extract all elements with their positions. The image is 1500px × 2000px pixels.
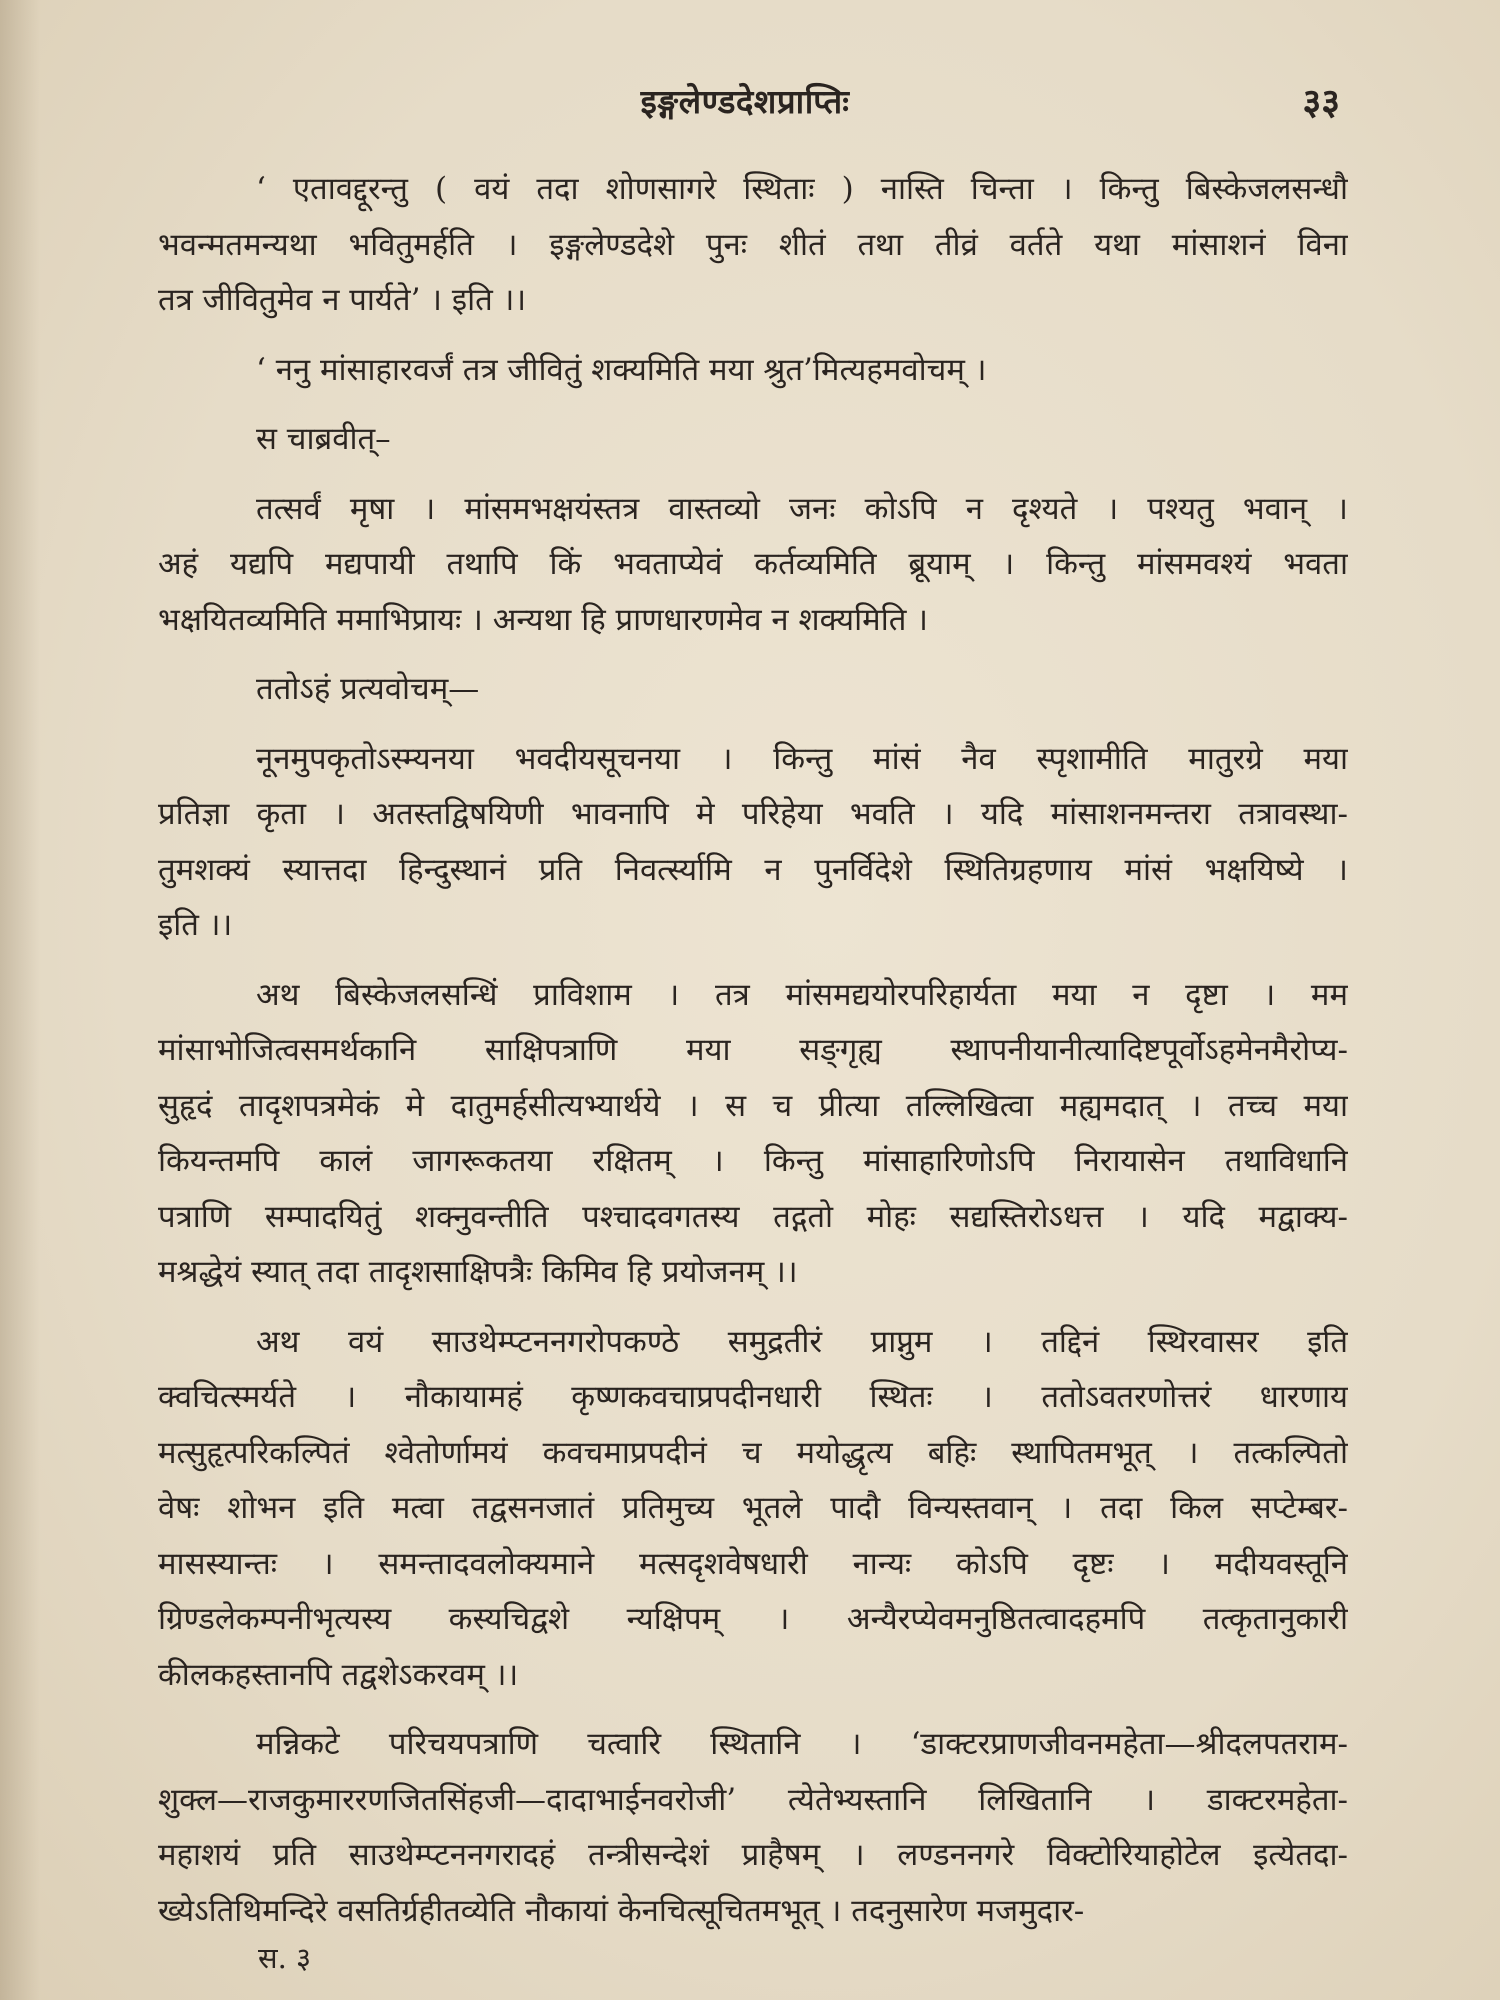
- text-line: ततोऽहं प्रत्यवोचम्—: [256, 671, 480, 707]
- paragraph-gap: [158, 1703, 1348, 1717]
- text-line: ‘ एतावद्दूरन्तु ( वयं तदा शोणसागरे स्थिताः ) नास्ति चिन्ता । किन्तु बिस्केजलसन्धौ: [256, 171, 1348, 207]
- body-text: [158, 162, 1348, 1939]
- text-line: महाशयं प्रति साउथेम्प्टननगरादहं तन्त्रीसन्देशं प्राहैषम् । लण्डननगरे विक्टोरियाहोटेल इत्येतदा-: [158, 1837, 1348, 1873]
- text-line: ख्येऽतिथिमन्दिरे वसतिर्ग्रहीतव्येति नौकायां केनचित्सूचितमभूत् । तदनुसारेण मजमुदार-: [158, 1892, 1085, 1929]
- text-line: प्रतिज्ञा कृता । अतस्तद्विषयिणी भावनापि मे परिहेया भवति । यदि मांसाशनमन्तरा तत्रावस्था-: [158, 796, 1348, 832]
- text-line: नूनमुपकृतोऽस्म्यनया भवदीयसूचनया । किन्तु मांसं नैव स्पृशामीति मातुरग्रे मया: [256, 740, 1348, 777]
- paragraph: [158, 732, 1348, 954]
- paragraph-gap: [158, 1301, 1348, 1315]
- text-line: भक्षयितव्यमिति ममाभिप्रायः । अन्यथा हि प्राणधारणमेव न शक्यमिति ।: [158, 601, 929, 638]
- text-line: अथ बिस्केजलसन्धिं प्राविशाम । तत्र मांसमद्ययोरपरिहार्यता मया न दृष्टा । मम: [256, 976, 1348, 1013]
- page-number: ३३: [1302, 81, 1340, 123]
- paragraph-gap: [158, 718, 1348, 732]
- text-line: कीलकहस्तानपि तद्वशेऽकरवम् ।।: [158, 1656, 519, 1693]
- page-header: [150, 78, 1340, 128]
- paragraph: [158, 412, 1348, 468]
- paragraph-gap: [158, 954, 1348, 968]
- paragraph: [158, 1315, 1348, 1704]
- paragraph: [158, 968, 1348, 1301]
- paragraph: [158, 162, 1348, 329]
- text-line: मन्निकटे परिचयपत्राणि चत्वारि स्थितानि । ‘डाक्टरप्राणजीवनमहेता—श्रीदलपतराम-: [256, 1726, 1348, 1762]
- paragraph: [158, 1717, 1348, 1939]
- text-line: इति ।।: [158, 907, 233, 943]
- text-line: ‘ ननु मांसाहारवर्जं तत्र जीवितुं शक्यमिति मया श्रुत’मित्यहमवोचम् ।: [256, 351, 987, 388]
- text-line: भवन्मतमन्यथा भवितुमर्हति । इङ्गलेण्डदेशे पुनः शीतं तथा तीव्रं वर्तते यथा मांसाशनं विना: [158, 226, 1348, 263]
- text-line: पत्राणि सम्पादयितुं शक्नुवन्तीति पश्चादवगतस्य तद्गतो मोहः सद्यस्तिरोऽधत्त । यदि मद्वाक्य-: [158, 1198, 1348, 1235]
- text-line: अहं यद्यपि मद्यपायी तथापि किं भवताप्येवं कर्तव्यमिति ब्रूयाम् । किन्तु मांसमवश्यं भवता: [158, 546, 1348, 582]
- text-line: क्वचित्स्मर्यते । नौकायामहं कृष्णकवचाप्रपदीनधारी स्थितः । ततोऽवतरणोत्तरं धारणाय: [158, 1379, 1348, 1415]
- text-line: सुहृदं तादृशपत्रमेकं मे दातुमर्हसीत्यभ्यार्थये । स च प्रीत्या तल्लिखित्वा मह्यमदात् । तच्च मया: [158, 1087, 1348, 1124]
- text-line: कियन्तमपि कालं जागरूकतया रक्षितम् । किन्तु मांसाहारिणोऽपि निरायासेन तथाविधानि: [158, 1143, 1348, 1179]
- paragraph-gap: [158, 468, 1348, 482]
- running-title: इङ्गलेण्डदेशप्राप्तिः: [640, 82, 850, 121]
- spine-shadow: [0, 0, 40, 2000]
- paragraph-gap: [158, 648, 1348, 662]
- text-line: अथ वयं साउथेम्प्टननगरोपकण्ठे समुद्रतीरं प्राप्नुम । तद्दिनं स्थिरवासर इति: [256, 1323, 1348, 1360]
- text-line: मश्रद्धेयं स्यात् तदा तादृशसाक्षिपत्रैः किमिव हि प्रयोजनम् ।।: [158, 1254, 798, 1290]
- paragraph: [158, 482, 1348, 649]
- text-line: मासस्यान्तः । समन्तादवलोक्यमाने मत्सदृशवेषधारी नान्यः कोऽपि दृष्टः । मदीयवस्तूनि: [158, 1545, 1348, 1582]
- paragraph: [158, 343, 1348, 399]
- paragraph-gap: [158, 398, 1348, 412]
- text-line: तुमशक्यं स्यात्तदा हिन्दुस्थानं प्रति निवर्त्स्यामि न पुनर्विदेशे स्थितिग्रहणाय मांसं भक्षयिष्ये ।: [158, 851, 1348, 888]
- text-line: शुक्ल—राजकुमाररणजितसिंहजी—दादाभाईनवरोजी’ त्येतेभ्यस्तानि लिखितानि । डाक्टरमहेता-: [158, 1781, 1348, 1818]
- text-line: वेषः शोभन इति मत्वा तद्वसनजातं प्रतिमुच्य भूतले पादौ विन्यस्तवान् । तदा किल सप्टेम्बर-: [158, 1490, 1348, 1526]
- signature-mark: स. ३: [258, 1941, 312, 1975]
- text-line: तत्सर्वं मृषा । मांसमभक्षयंस्तत्र वास्तव्यो जनः कोऽपि न दृश्यते । पश्यतु भवान् ।: [256, 490, 1348, 527]
- text-line: तत्र जीवितुमेव न पार्यते’ । इति ।।: [158, 282, 527, 318]
- text-line: मांसाभोजित्वसमर्थकानि साक्षिपत्राणि मया सङ्गृह्य स्थापनीयानीत्यादिष्टपूर्वोऽहमेनमैरोप्य-: [158, 1032, 1348, 1068]
- text-line: स चाब्रवीत्–: [256, 421, 391, 457]
- paragraph: [158, 662, 1348, 718]
- text-line: मत्सुहृत्परिकल्पितं श्वेतोर्णामयं कवचमाप्रपदीनं च मयोद्धृत्य बहिः स्थापितमभूत् । तत्कल्पितो: [158, 1434, 1348, 1471]
- text-line: ग्रिण्डलेकम्पनीभृत्यस्य कस्यचिद्वशे न्यक्षिपम् । अन्यैरप्येवमनुष्ठितत्वादहमपि तत्कृतानुकारी: [158, 1601, 1348, 1637]
- paragraph-gap: [158, 329, 1348, 343]
